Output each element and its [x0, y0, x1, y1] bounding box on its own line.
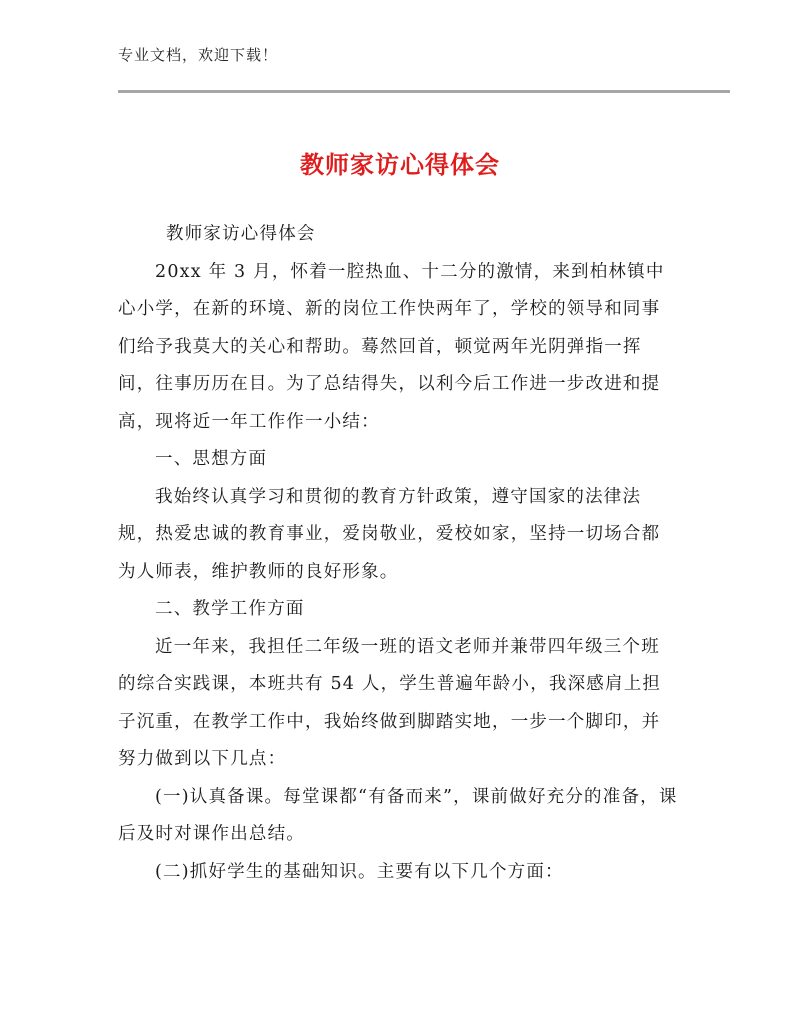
section-heading-thought: 一、思想方面	[155, 449, 268, 469]
document-body	[118, 216, 678, 891]
section-subheading: 教师家访心得体会	[166, 224, 316, 244]
page-header: 专业文档，欢迎下载！	[118, 46, 279, 64]
teaching-paragraph: 近一年来，我担任二年级一班的语文老师并兼带四年级三个班的综合实践课，本班共有 54 人，学生普遍年龄小，我深感肩上担子沉重，在教学工作中，我始终做到脚踏实地，一步一个脚印，并努力做到以下几点：	[118, 636, 662, 769]
header-divider	[118, 90, 730, 93]
section-heading-teaching: 二、教学工作方面	[155, 599, 305, 619]
document-title: 教师家访心得体会	[300, 151, 500, 179]
thought-paragraph: 我始终认真学习和贯彻的教育方针政策，遵守国家的法律法规，热爱忠诚的教育事业，爱岗敬业，爱校如家，坚持一切场合都为人师表，维护教师的良好形象。	[118, 486, 661, 582]
point-two-paragraph: (二)抓好学生的基础知识。主要有以下几个方面：	[155, 861, 564, 882]
point-one-paragraph: (一)认真备课。每堂课都“有备而来”，课前做好充分的准备，课后及时对课作出总结。	[118, 786, 678, 844]
intro-paragraph: 20xx 年 3 月，怀着一腔热血、十二分的激情，来到柏林镇中心小学，在新的环境、新的岗位工作快两年了，学校的领导和同事们给予我莫大的关心和帮助。蓦然回首，顿觉两年光阴弹指一挥间，往事历历在目。为了总结得失，以利今后工作进一步改进和提高，现将近一年工作作一小结：	[118, 261, 665, 432]
